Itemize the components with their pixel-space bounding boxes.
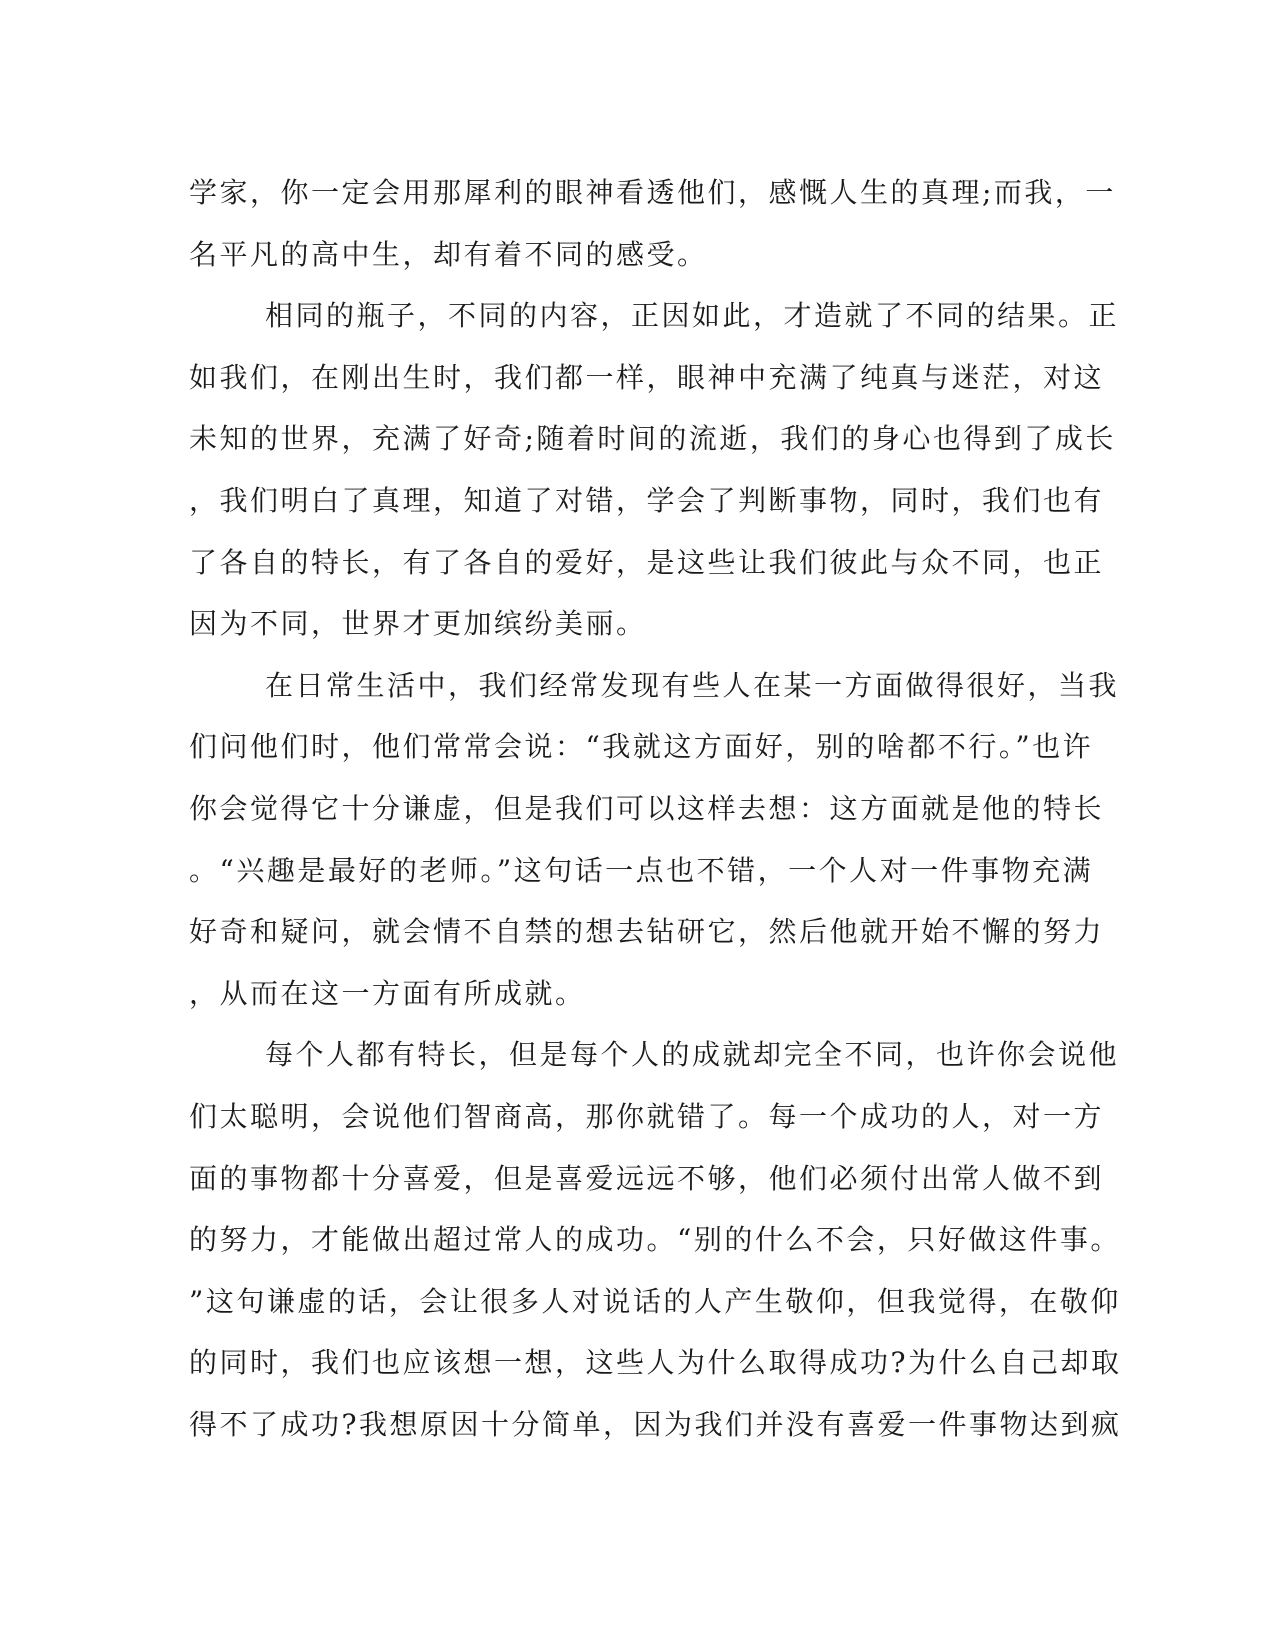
text-line: ”这句谦虚的话，会让很多人对说话的人产生敬仰，但我觉得，在敬仰 — [189, 1284, 1121, 1318]
text-line: 们问他们时，他们常常会说：“我就这方面好，别的啥都不行。”也许 — [189, 730, 1094, 764]
document-body — [189, 162, 1122, 1455]
text-line: 在日常生活中，我们经常发现有些人在某一方面做得很好，当我 — [265, 668, 1120, 702]
text-line: 未知的世界，充满了好奇;随着时间的流逝，我们的身心也得到了成长 — [189, 422, 1116, 456]
text-line: 你会觉得它十分谦虚，但是我们可以这样去想：这方面就是他的特长 — [189, 791, 1105, 825]
text-line: ，从而在这一方面有所成就。 — [189, 976, 586, 1010]
text-line: 得不了成功?我想原因十分简单，因为我们并没有喜爱一件事物达到疯 — [189, 1407, 1122, 1441]
text-line: 了各自的特长，有了各自的爱好，是这些让我们彼此与众不同，也正 — [189, 545, 1105, 579]
text-line: 的同时，我们也应该想一想，这些人为什么取得成功?为什么自己却取 — [189, 1346, 1122, 1380]
text-line: 的努力，才能做出超过常人的成功。“别的什么不会，只好做这件事。 — [189, 1223, 1121, 1257]
text-line: 名平凡的高中生，却有着不同的感受。 — [189, 237, 708, 271]
text-line: 好奇和疑问，就会情不自禁的想去钻研它，然后他就开始不懈的努力 — [189, 915, 1105, 949]
text-line: 学家，你一定会用那犀利的眼神看透他们，感慨人生的真理;而我，一 — [189, 176, 1116, 209]
text-line: 每个人都有特长，但是每个人的成就却完全不同，也许你会说他 — [265, 1038, 1120, 1072]
text-line: 面的事物都十分喜爱，但是喜爱远远不够，他们必须付出常人做不到 — [189, 1161, 1105, 1195]
text-line: 。“兴趣是最好的老师。”这句话一点也不错，一个人对一件事物充满 — [189, 853, 1094, 887]
text-line: ，我们明白了真理，知道了对错，学会了判断事物，同时，我们也有 — [189, 483, 1105, 517]
text-line: 相同的瓶子，不同的内容，正因如此，才造就了不同的结果。正 — [265, 299, 1120, 333]
text-line: 们太聪明，会说他们智商高，那你就错了。每一个成功的人，对一方 — [189, 1099, 1105, 1133]
text-line: 如我们，在刚出生时，我们都一样，眼神中充满了纯真与迷茫，对这 — [189, 360, 1105, 394]
text-line: 因为不同，世界才更加缤纷美丽。 — [189, 607, 647, 641]
